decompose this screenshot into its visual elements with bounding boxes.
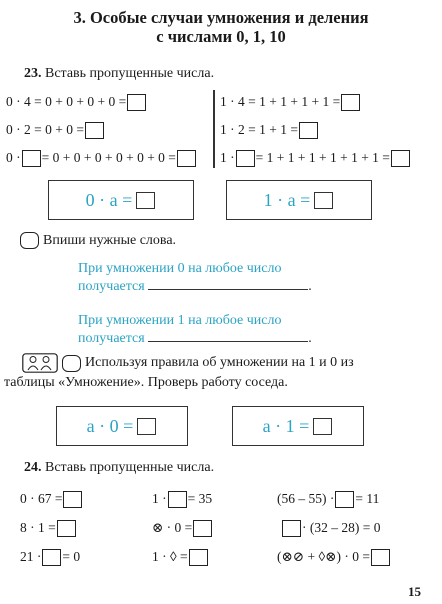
fill-in-line[interactable] bbox=[148, 329, 308, 342]
answer-box[interactable] bbox=[57, 520, 76, 537]
page-number: 15 bbox=[408, 584, 421, 599]
task-number: 23. bbox=[24, 66, 42, 81]
answer-box[interactable] bbox=[314, 192, 333, 209]
words-heading: Впиши нужные слова. bbox=[20, 232, 176, 249]
rule-box-one: 1 · a = bbox=[226, 180, 372, 220]
section-subtitle: с числами 0, 1, 10 bbox=[156, 27, 286, 46]
t24-c1-r3: 21 · = 0 bbox=[20, 549, 81, 564]
answer-box[interactable] bbox=[136, 192, 155, 209]
t24-c1-r1: 0 · 67 = bbox=[20, 490, 83, 508]
self-check-icon bbox=[62, 355, 81, 372]
answer-box[interactable] bbox=[193, 520, 212, 537]
rule-box-a-zero: a · 0 = bbox=[56, 406, 188, 446]
equation-right-2: 1 · 2 = 1 + 1 = bbox=[220, 121, 319, 139]
answer-box[interactable] bbox=[168, 491, 187, 508]
rule-box-a-one: a · 1 = bbox=[232, 406, 364, 446]
answer-box[interactable] bbox=[42, 549, 61, 566]
equation-right-1: 1 · 4 = 1 + 1 + 1 + 1 = bbox=[220, 93, 361, 111]
section-title: 3. Особые случаи умножения и деления bbox=[73, 8, 369, 27]
t24-c3-r2: · (32 – 28) = 0 bbox=[281, 519, 380, 537]
sentence-1-line-1: При умножении 0 на любое число bbox=[78, 261, 282, 276]
t24-c2-r2: ⊗ · 0 = bbox=[152, 519, 213, 537]
answer-box[interactable] bbox=[335, 491, 354, 508]
pair-work-heading: Используя правила об умножении на 1 и 0 из bbox=[22, 353, 354, 373]
answer-box[interactable] bbox=[313, 418, 332, 435]
equation-right-3: 1 · = 1 + 1 + 1 + 1 + 1 + 1 = bbox=[220, 149, 411, 167]
equation-left-2: 0 · 2 = 0 + 0 = bbox=[6, 121, 105, 139]
rule-box-zero: 0 · a = bbox=[48, 180, 194, 220]
t24-c1-r2: 8 · 1 = bbox=[20, 519, 77, 537]
answer-box[interactable] bbox=[189, 549, 208, 566]
pair-work-icon bbox=[22, 353, 58, 373]
task-instruction: Вставь пропущенные числа. bbox=[45, 66, 215, 81]
equation-left-3: 0 · = 0 + 0 + 0 + 0 + 0 + 0 = bbox=[6, 149, 197, 167]
task-24-heading bbox=[24, 460, 214, 476]
answer-box[interactable] bbox=[22, 150, 41, 167]
answer-box[interactable] bbox=[391, 150, 410, 167]
t24-c3-r3: (⊗⊘ + ◊⊗) · 0 = bbox=[277, 548, 391, 566]
t24-c3-r1: (56 – 55) · = 11 bbox=[277, 491, 380, 506]
task-23-heading bbox=[24, 66, 214, 82]
pair-work-line-2: таблицы «Умножение». Проверь работу соседа. bbox=[4, 375, 288, 390]
equation-left-1: 0 · 4 = 0 + 0 + 0 + 0 = bbox=[6, 93, 147, 111]
sentence-2-line-2: получается . bbox=[78, 331, 312, 346]
sentence-2-line-1: При умножении 1 на любое число bbox=[78, 313, 282, 328]
task-number: 24. bbox=[24, 460, 42, 475]
answer-box[interactable] bbox=[63, 491, 82, 508]
self-check-icon bbox=[20, 232, 39, 249]
answer-box[interactable] bbox=[371, 549, 390, 566]
sentence-1-line-2: получается . bbox=[78, 279, 312, 294]
answer-box[interactable] bbox=[127, 94, 146, 111]
fill-in-line[interactable] bbox=[148, 277, 308, 290]
answer-box[interactable] bbox=[282, 520, 301, 537]
column-divider bbox=[213, 90, 215, 168]
answer-box[interactable] bbox=[299, 122, 318, 139]
answer-box[interactable] bbox=[177, 150, 196, 167]
answer-box[interactable] bbox=[85, 122, 104, 139]
t24-c2-r1: 1 · = 35 bbox=[152, 491, 213, 506]
t24-c2-r3: 1 · ◊ = bbox=[152, 548, 209, 566]
answer-box[interactable] bbox=[137, 418, 156, 435]
task-instruction: Вставь пропущенные числа. bbox=[45, 460, 215, 475]
answer-box[interactable] bbox=[236, 150, 255, 167]
answer-box[interactable] bbox=[341, 94, 360, 111]
